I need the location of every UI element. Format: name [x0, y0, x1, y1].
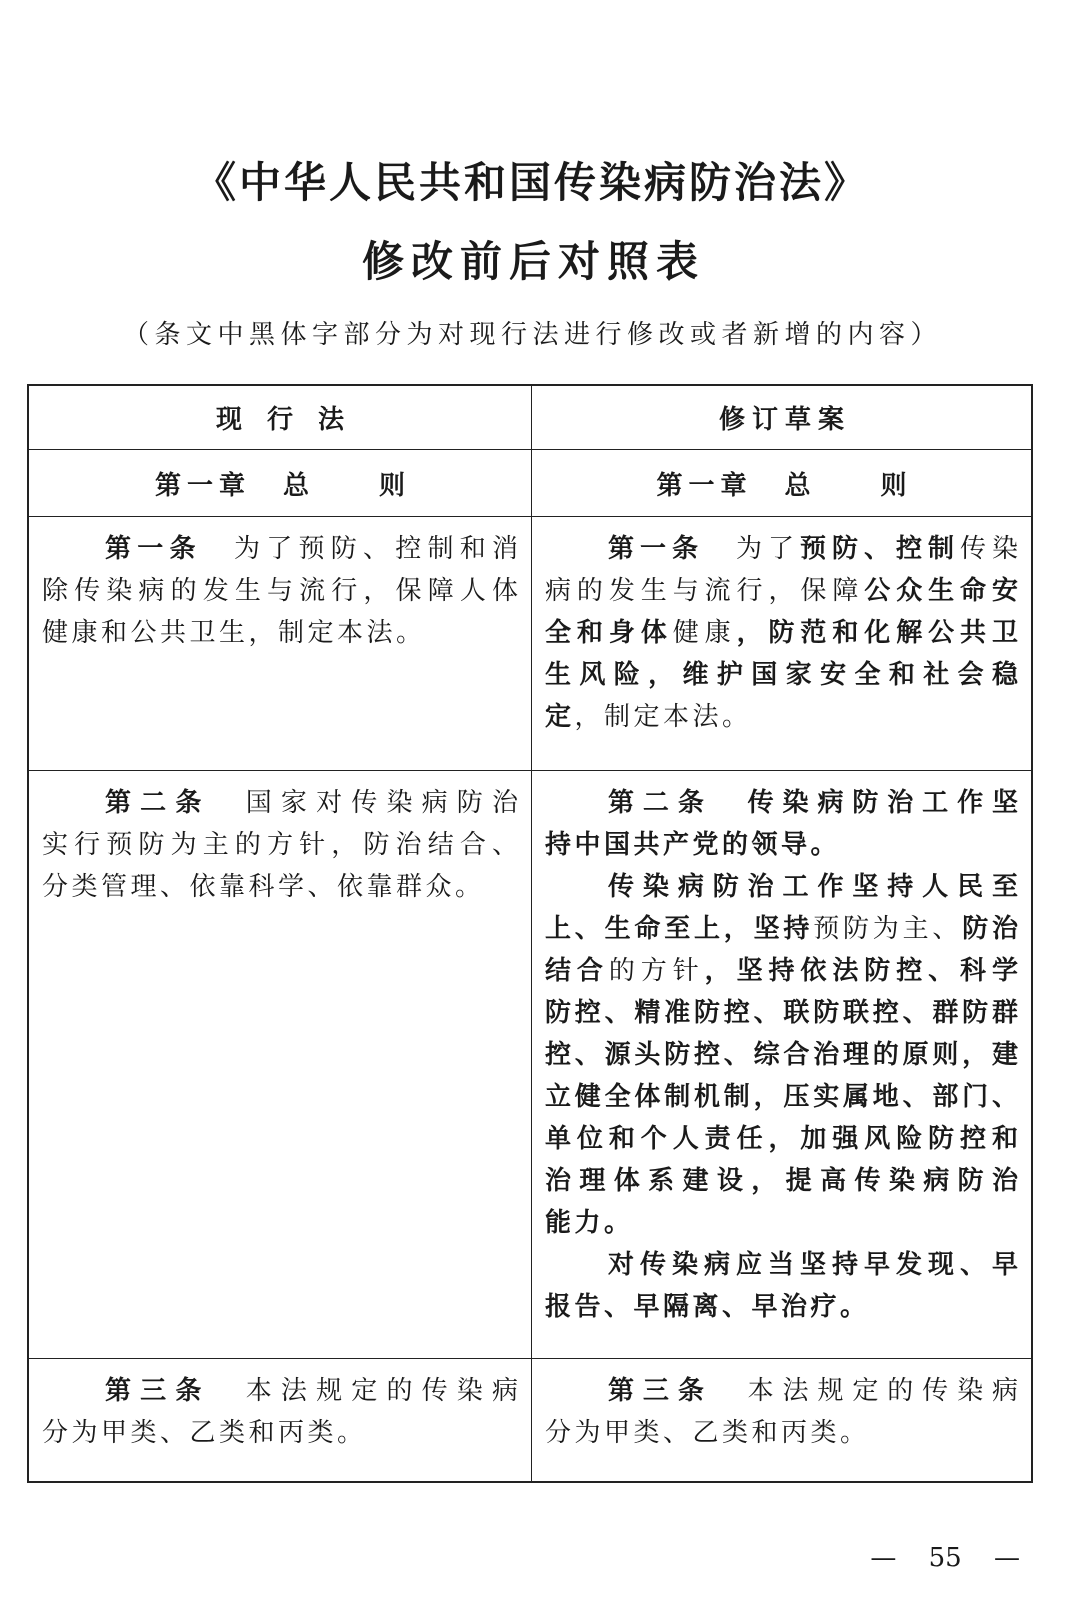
chapter-row	[29, 450, 1031, 517]
article-paragraph	[545, 782, 1018, 866]
revised-draft-cell	[532, 517, 1031, 770]
text-line	[545, 824, 1018, 866]
bold-text-segment: 公众生命安	[864, 576, 1018, 606]
regular-text-segment: 为了	[704, 534, 800, 564]
article-paragraph	[42, 528, 518, 654]
bold-text-segment: 防治	[962, 914, 1018, 944]
text-line	[42, 570, 518, 612]
column-header-revised-draft	[532, 386, 1031, 449]
chapter-cell-revised	[532, 450, 1031, 516]
text-line	[42, 866, 518, 908]
table-row	[29, 1359, 1031, 1481]
text-line	[545, 1076, 1018, 1118]
bold-text-segment: 第二条	[105, 788, 211, 818]
regular-text-segment: 预防为主、	[813, 914, 963, 944]
text-line	[545, 654, 1018, 696]
article-paragraph	[545, 1370, 1018, 1454]
regular-text-segment: 健康和公共卫生，制定本法。	[42, 618, 426, 648]
comparison-table	[27, 384, 1033, 1483]
text-line	[42, 528, 518, 570]
current-law-cell	[29, 517, 532, 770]
bold-text-segment: 第一条	[105, 534, 202, 564]
text-line	[545, 866, 1018, 908]
bold-text-segment: 第三条	[105, 1376, 211, 1406]
bold-text-segment: ，坚持依法防控、科学	[704, 956, 1018, 986]
regular-text-segment: ，制定本法。	[574, 702, 752, 732]
bold-text-segment: 治理体系建设，提高传染病防治	[545, 1166, 1018, 1196]
bold-text-segment: 报告、早隔离、早治疗。	[545, 1292, 870, 1322]
bold-text-segment: ，防范和化解公共卫	[736, 618, 1018, 648]
document-subtitle: （条文中黑体字部分为对现行法进行修改或者新增的内容）	[122, 320, 942, 350]
revised-draft-cell	[532, 771, 1031, 1358]
text-line	[545, 1202, 1018, 1244]
bold-text-segment: 持中国共产党的领导。	[545, 830, 841, 860]
regular-text-segment: 本法规定的传染病	[210, 1376, 518, 1406]
bold-text-segment: 第一条	[608, 534, 704, 564]
text-line	[545, 1286, 1018, 1328]
chapter-cell-current	[29, 450, 532, 516]
document-title: 《中华人民共和国传染病防治法》	[193, 158, 869, 207]
regular-text-segment: 病的发生与流行，保障	[545, 576, 865, 606]
text-line	[545, 1370, 1018, 1412]
text-line	[545, 992, 1018, 1034]
text-line	[42, 1370, 518, 1412]
bold-text-segment: 第三条	[608, 1376, 713, 1406]
bold-text-segment: 对传染病应当坚持早发现、早	[608, 1250, 1018, 1280]
bold-text-segment: 防控、精准防控、联防联控、群防群	[545, 998, 1018, 1028]
revised-draft-cell	[532, 1359, 1031, 1481]
article-paragraph	[545, 1244, 1018, 1328]
bold-text-segment: 结合	[545, 956, 609, 986]
text-line	[545, 570, 1018, 612]
bold-text-segment: 控、源头防控、综合治理的原则，建	[545, 1040, 1018, 1070]
regular-text-segment: 分类管理、依靠科学、依靠群众。	[42, 872, 485, 902]
article-paragraph	[545, 866, 1018, 1244]
text-line	[545, 528, 1018, 570]
table-row	[29, 517, 1031, 771]
bold-text-segment: 立健全体制机制，压实属地、部门、	[545, 1082, 1018, 1112]
text-line	[545, 908, 1018, 950]
regular-text-segment: 传染	[959, 534, 1018, 564]
bold-text-segment: 第二条 传染病防治工作坚	[608, 788, 1018, 818]
text-line	[545, 1412, 1018, 1454]
text-line	[545, 1160, 1018, 1202]
chapter-label: 第一章 总 则	[154, 470, 411, 501]
article-paragraph	[42, 782, 518, 908]
text-line	[545, 612, 1018, 654]
regular-text-segment: 本法规定的传染病	[712, 1376, 1018, 1406]
current-law-cell	[29, 1359, 532, 1481]
bold-text-segment: 预防、控制	[800, 534, 960, 564]
regular-text-segment: 除传染病的发生与流行，保障人体	[42, 576, 518, 606]
text-line	[545, 696, 1018, 738]
text-line	[545, 1244, 1018, 1286]
bold-text-segment: 生风险，维护国家安全和社会稳	[545, 660, 1018, 690]
text-line	[545, 1034, 1018, 1076]
text-line	[545, 782, 1018, 824]
bold-text-segment: 能力。	[545, 1208, 634, 1238]
text-line	[42, 824, 518, 866]
regular-text-segment: 国家对传染病防治	[210, 788, 518, 818]
article-paragraph	[42, 1370, 518, 1454]
current-law-cell	[29, 771, 532, 1358]
bold-text-segment: 单位和个人责任，加强风险防控和	[545, 1124, 1018, 1154]
bold-text-segment: 传染病防治工作坚持人民至	[608, 872, 1018, 902]
text-line	[42, 782, 518, 824]
table-header-row	[29, 386, 1031, 450]
regular-text-segment: 分为甲类、乙类和丙类。	[42, 1418, 367, 1448]
text-line	[545, 950, 1018, 992]
chapter-label: 第一章 总 则	[656, 470, 913, 501]
text-line	[545, 1118, 1018, 1160]
article-paragraph	[545, 528, 1018, 738]
text-line	[42, 612, 518, 654]
column-header-label: 修订草案	[718, 405, 851, 435]
regular-text-segment: 健康	[672, 618, 737, 648]
column-header-label: 现 行 法	[215, 405, 351, 435]
bold-text-segment: 定	[545, 702, 575, 732]
column-header-current-law	[29, 386, 532, 449]
text-line	[42, 1412, 518, 1454]
document-title-line2: 修改前后对照表	[361, 237, 705, 286]
regular-text-segment: 为了预防、控制和消	[201, 534, 518, 564]
regular-text-segment: 分为甲类、乙类和丙类。	[545, 1418, 870, 1448]
bold-text-segment: 上、生命至上，坚持	[545, 914, 814, 944]
table-row	[29, 771, 1031, 1359]
bold-text-segment: 全和身体	[545, 618, 673, 648]
regular-text-segment: 实行预防为主的方针，防治结合、	[42, 830, 518, 860]
page-number: — 55 —	[870, 1543, 1020, 1573]
regular-text-segment: 的方针	[608, 956, 705, 986]
